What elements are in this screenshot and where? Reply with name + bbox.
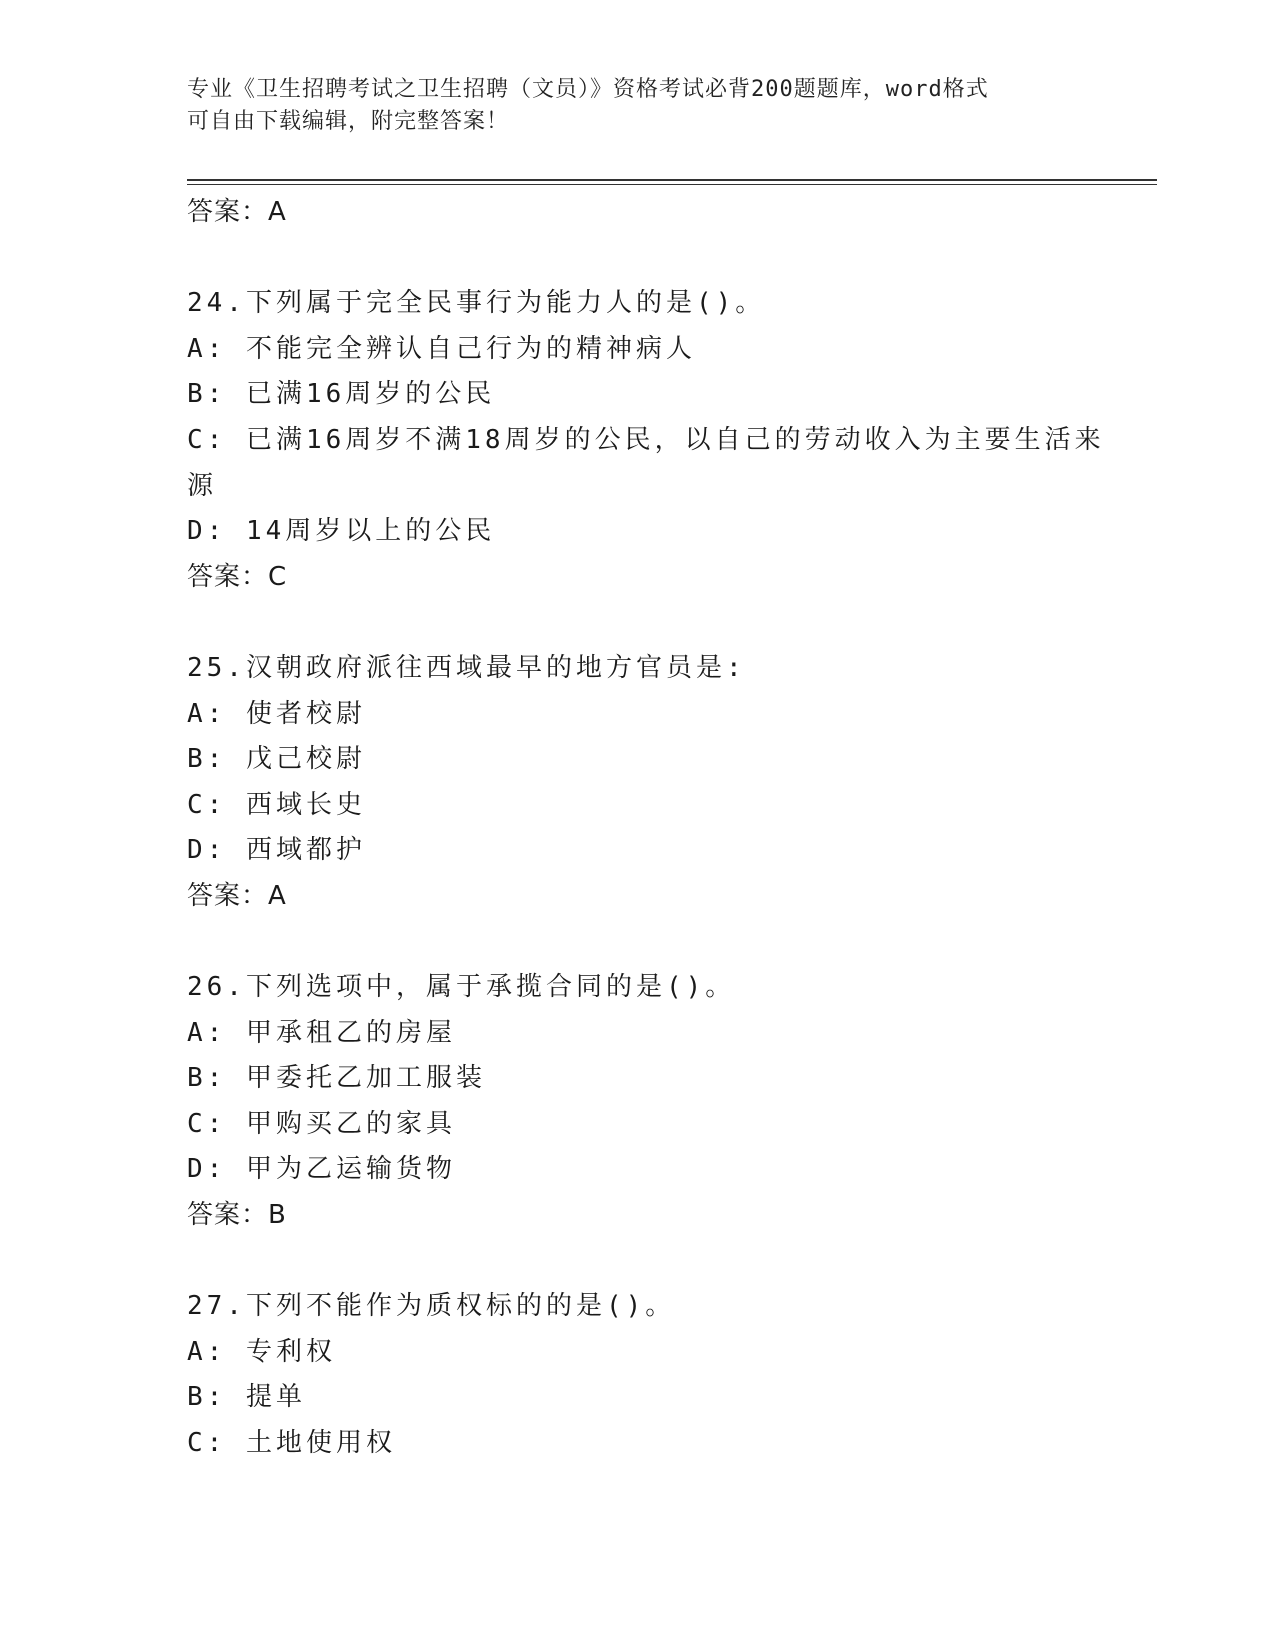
header-rule-thick <box>187 179 1157 181</box>
option-line: D: 14周岁以上的公民 <box>187 516 496 547</box>
option-line: D: 西域都护 <box>187 835 366 866</box>
header-line-1: 专业《卫生招聘考试之卫生招聘（文员）》资格考试必背200题题库，word格式 <box>187 77 989 102</box>
question-text: 25.汉朝政府派往西域最早的地方官员是: <box>187 652 746 683</box>
question-text: 24.下列属于完全民事行为能力人的是()。 <box>187 288 766 319</box>
spacer <box>187 236 1087 282</box>
option-line: B: 已满16周岁的公民 <box>187 379 496 410</box>
option-line: B: 甲委托乙加工服装 <box>187 1063 486 1094</box>
spacer <box>187 1239 1087 1285</box>
question-list <box>187 190 1105 1467</box>
spacer <box>187 920 1087 966</box>
answer-line: 答案：A <box>187 197 287 227</box>
option-line: A: 甲承租乙的房屋 <box>187 1017 456 1048</box>
answer-line: 答案：C <box>187 561 288 592</box>
option-line: C: 土地使用权 <box>187 1428 396 1459</box>
header-line-2: 可自由下载编辑，附完整答案！ <box>187 109 510 134</box>
answer-line: 答案：A <box>187 880 287 911</box>
option-line: A: 使者校尉 <box>187 698 366 729</box>
option-line: A: 不能完全辨认自己行为的精神病人 <box>187 333 696 364</box>
option-line: B: 戊己校尉 <box>187 744 366 775</box>
header-rule-thin <box>187 184 1157 185</box>
option-line: B: 提单 <box>187 1382 306 1413</box>
answer-line: 答案：B <box>187 1200 287 1231</box>
option-line-continued: 源 <box>187 470 218 501</box>
option-line: D: 甲为乙运输货物 <box>187 1154 456 1185</box>
question-text: 26.下列选项中，属于承揽合同的是()。 <box>187 972 736 1003</box>
option-line: C: 甲购买乙的家具 <box>187 1108 456 1139</box>
question-text: 27.下列不能作为质权标的的是()。 <box>187 1291 676 1322</box>
spacer <box>187 600 1087 646</box>
document-header <box>187 74 1087 138</box>
option-line: C: 已满16周岁不满18周岁的公民，以自己的劳动收入为主要生活来 <box>187 424 1105 455</box>
option-line: A: 专利权 <box>187 1336 336 1367</box>
option-line: C: 西域长史 <box>187 789 366 820</box>
